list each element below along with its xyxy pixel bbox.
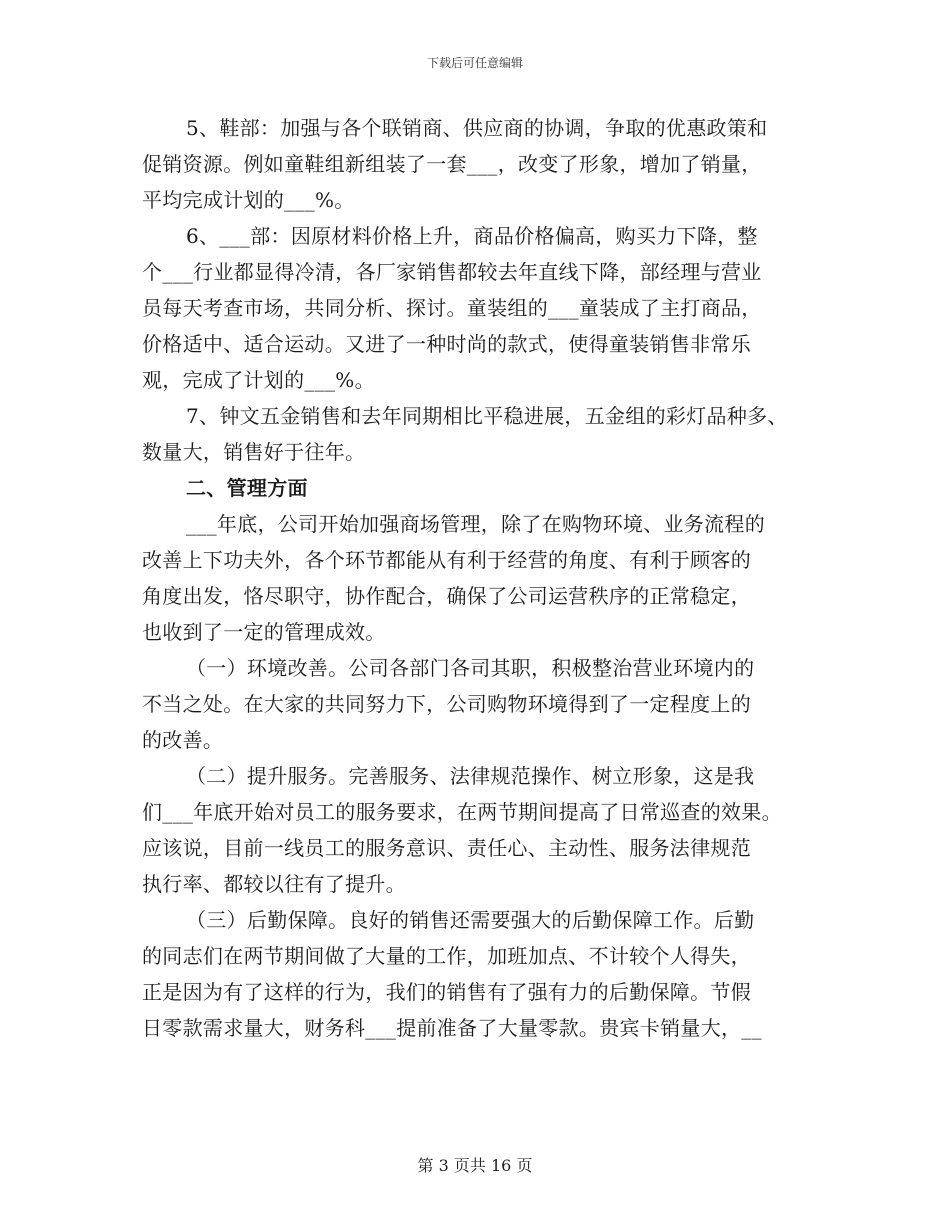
text-line: 7、钟文五金销售和去年同期相比平稳进展，五金组的彩灯品种多、 — [186, 404, 788, 428]
text-line: 5、鞋部：加强与各个联销商、供应商的协调，争取的优惠政策和 — [186, 116, 768, 140]
text-line: 的同志们在两节期间做了大量的工作，加班加点、不计较个人得失， — [142, 944, 751, 968]
text-line: 应该说，目前一线员工的服务意识、责任心、主动性、服务法律规范 — [142, 836, 751, 860]
text-line: 价格适中、适合运动。又进了一种时尚的款式，使得童装销售非常乐 — [142, 332, 751, 356]
text-line: 观，完成了计划的___%。 — [142, 368, 375, 392]
text-line: 数量大，销售好于往年。 — [142, 440, 366, 464]
page-header: 下载后可任意编辑 — [426, 56, 523, 70]
text-line: 员每天考查市场，共同分析、探讨。童装组的___童装成了主打商品， — [142, 296, 762, 320]
text-line: （二）提升服务。完善服务、法律规范操作、树立形象，这是我 — [186, 764, 755, 788]
text-line: 正是因为有了这样的行为，我们的销售有了强有力的后勤保障。节假 — [142, 980, 751, 1004]
document-body — [142, 110, 830, 1046]
text-line: 们___年底开始对员工的服务要求，在两节期间提高了日常巡查的效果。 — [142, 800, 782, 824]
text-line: 不当之处。在大家的共同努力下，公司购物环境得到了一定程度上的 — [142, 692, 751, 716]
text-line: 的改善。 — [142, 728, 224, 752]
text-line: 促销资源。例如童鞋组新组装了一套___，改变了形象，增加了销量， — [142, 152, 762, 176]
text-line: ___年底，公司开始加强商场管理，除了在购物环境、业务流程的 — [186, 512, 765, 536]
text-line: 也收到了一定的管理成效。 — [142, 620, 386, 644]
text-line: 个___行业都显得冷清，各厂家销售都较去年直线下降，部经理与营业 — [142, 260, 762, 284]
text-line: （三）后勤保障。良好的销售还需要强大的后勤保障工作。后勤 — [186, 908, 755, 932]
text-line: 改善上下功夫外，各个环节都能从有利于经营的角度、有利于顾客的 — [142, 548, 751, 572]
text-line: 平均完成计划的___%。 — [142, 188, 355, 212]
text-line: 日零款需求量大，财务科___提前准备了大量零款。贵宾卡销量大，__ — [142, 1016, 762, 1040]
text-line: 角度出发，恪尽职守，协作配合，确保了公司运营秩序的正常稳定， — [142, 584, 751, 608]
text-line: （一）环境改善。公司各部门各司其职，积极整治营业环境内的 — [186, 656, 755, 680]
section-heading: 二、管理方面 — [186, 476, 308, 500]
text-line: 6、___部：因原材料价格上升，商品价格偏高，购买力下降，整 — [186, 224, 758, 248]
text-line: 执行率、都较以往有了提升。 — [142, 872, 406, 896]
page-footer: 第 3 页共 16 页 — [417, 1156, 533, 1175]
